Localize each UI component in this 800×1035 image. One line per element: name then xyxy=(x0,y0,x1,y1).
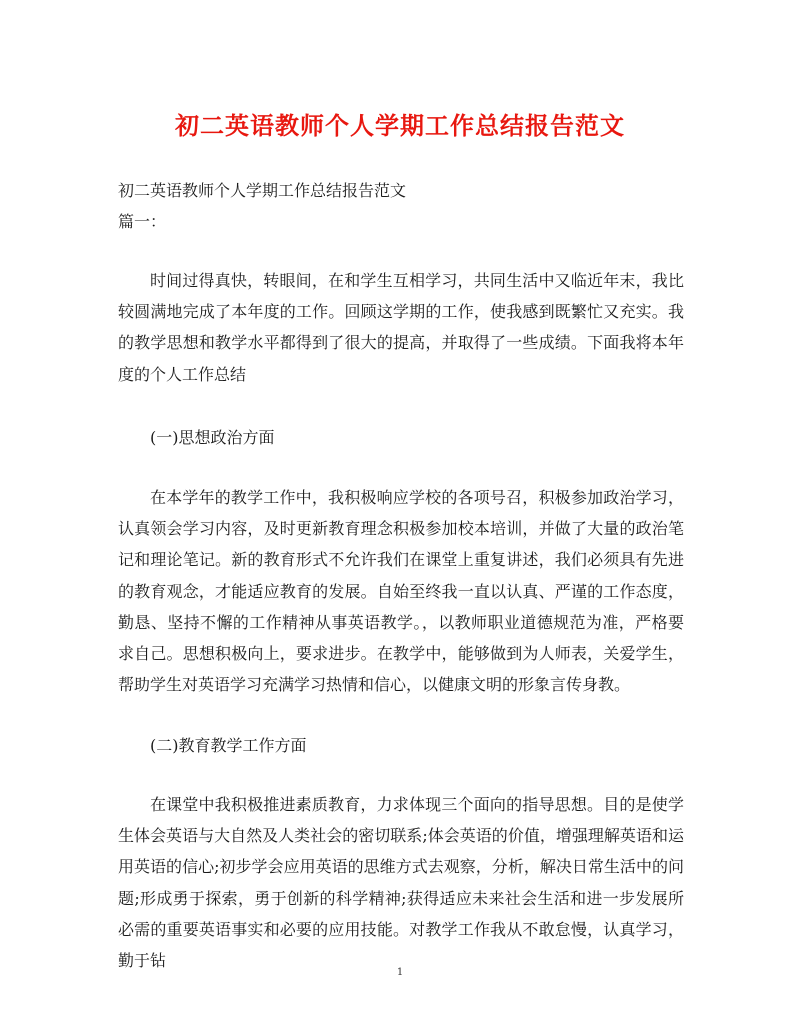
intro-paragraph: 时间过得真快，转眼间，在和学生互相学习，共同生活中又临近年末，我比较圆满地完成了本年度的工作。回顾这学期的工作，使我感到既繁忙又充实。我的教学思想和教学水平都得到了很大的提高，并取得了一些成绩。下面我将本年度的个人工作总结 xyxy=(118,271,684,384)
section-body-politics: 在本学年的教学工作中，我积极响应学校的各项号召，积极参加政治学习，认真领会学习内容，及时更新教育理念积极参加校本培训，并做了大量的政治笔记和理论笔记。新的教育形式不允许我们在课堂上重复讲述，我们必须具有先进的教育观念，才能适应教育的发展。自始至终我一直以认真、严谨的工作态度，勤恳、坚持不懈的工作精神从事英语教学。，以教师职业道德规范为准，严格要求自己。思想积极向上，要求进步。在教学中，能够做到为人师表，关爱学生，帮助学生对英语学习充满学习热情和信心，以健康文明的形象言传身教。 xyxy=(118,488,684,695)
page-number: 1 xyxy=(396,967,404,978)
part-label: 篇一： xyxy=(118,212,167,231)
document-subtitle: 初二英语教师个人学期工作总结报告范文 xyxy=(118,181,407,200)
section-body-teaching: 在课堂中我积极推进素质教育，力求体现三个面向的指导思想。目的是使学生体会英语与大自然及人类社会的密切联系;体会英语的价值，增强理解英语和运用英语的信心;初步学会应用英语的思维方式去观察，分析，解决日常生活中的问题;形成勇于探索，勇于创新的科学精神;获得适应未来社会生活和进一步发展所必需的重要英语事实和必要的应用技能。对教学工作我从不敢怠慢，认真学习，勤于钻 xyxy=(118,795,684,971)
document-title: 初二英语教师个人学期工作总结报告范文 xyxy=(175,111,625,140)
section-heading-teaching: (二)教育教学工作方面 xyxy=(150,736,307,755)
section-heading-politics: (一)思想政治方面 xyxy=(150,428,275,447)
